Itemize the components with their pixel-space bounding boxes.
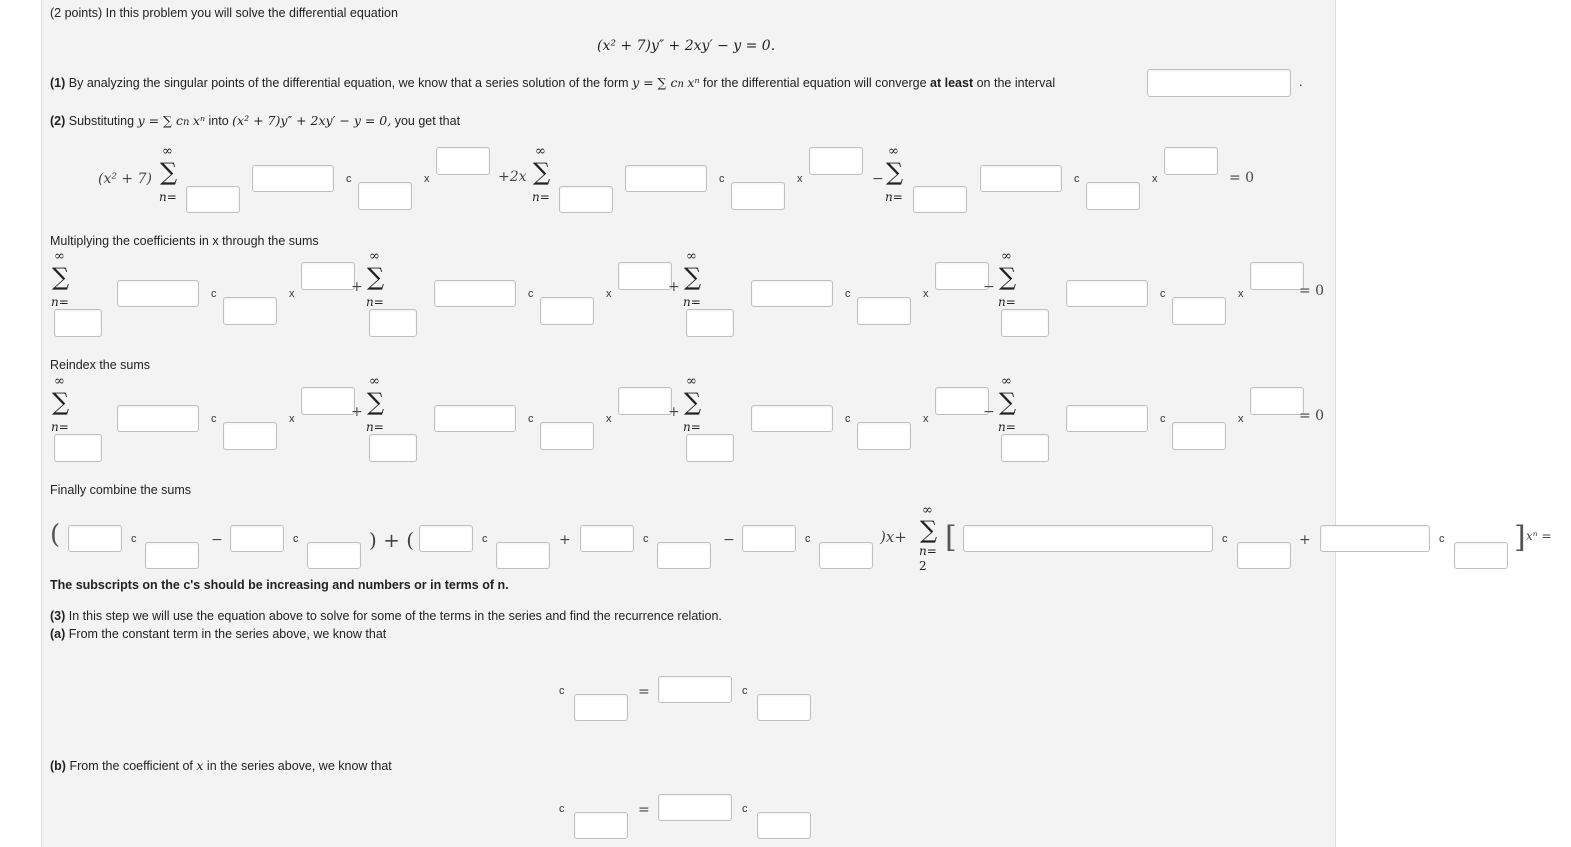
row1-term1-x-exponent-input[interactable] bbox=[436, 147, 490, 175]
row2-term1-coef-input[interactable] bbox=[117, 280, 199, 307]
row3-sum2-n-eq: n= bbox=[366, 420, 384, 434]
row1-plus2x: +2x bbox=[498, 169, 527, 185]
row3-term1-c-label: c bbox=[211, 413, 217, 425]
part3b-text: (b) From the coefficient of x in the series above, we know that bbox=[50, 758, 392, 773]
part3a-text: (a) From the constant term in the series above, we know that bbox=[50, 627, 387, 641]
row1-sum2-inf: ∞ bbox=[535, 144, 546, 159]
row4-xn-eq: xⁿ = bbox=[1526, 529, 1552, 543]
row2-term4-c-subscript-input[interactable] bbox=[1172, 297, 1226, 325]
part3a-c-label: c bbox=[559, 685, 565, 697]
part3b-rhs-subscript-input[interactable] bbox=[757, 812, 811, 839]
row1-term2-x-label: x bbox=[797, 173, 803, 185]
row1-sum2-start-input[interactable] bbox=[559, 186, 613, 213]
row4-open-bracket: [ bbox=[945, 520, 957, 555]
part3b-rhs-coef-input[interactable] bbox=[658, 794, 732, 821]
part3a-equals: = bbox=[638, 684, 650, 700]
row1-term2-c-subscript-input[interactable] bbox=[731, 182, 785, 210]
row2-eq0: = 0 bbox=[1299, 283, 1325, 299]
part3-text: (3) In this step we will use the equation above to solve for some of the terms in the series and find the recurrence relation. bbox=[50, 609, 722, 623]
row1-sum1-start-input[interactable] bbox=[186, 186, 240, 213]
subscript-note: The subscripts on the c's should be increasing and numbers or in terms of n. bbox=[50, 578, 509, 592]
row3-term2-x-label: x bbox=[606, 413, 612, 425]
part3a-rhs-subscript-input[interactable] bbox=[757, 694, 811, 721]
row3-op-2: + bbox=[668, 404, 680, 420]
row3-term4-c-label: c bbox=[1160, 413, 1166, 425]
row3-sum4-inf: ∞ bbox=[1001, 374, 1012, 389]
row1-term1-x-label: x bbox=[424, 173, 430, 185]
row4-f-coef-input[interactable] bbox=[963, 525, 1213, 552]
row1-term2-x-exponent-input[interactable] bbox=[809, 147, 863, 175]
row4-d-c-label: c bbox=[643, 533, 649, 545]
row2-sum2-start-input[interactable] bbox=[369, 309, 417, 337]
interval-input[interactable] bbox=[1147, 69, 1291, 97]
row1-term3-c-label: c bbox=[1074, 173, 1080, 185]
row2-term1-c-subscript-input[interactable] bbox=[223, 297, 277, 325]
row2-sum4-inf: ∞ bbox=[1001, 249, 1012, 264]
row4-d-coef-input[interactable] bbox=[580, 525, 634, 552]
row4-minus-2: − bbox=[723, 532, 735, 548]
row1-sum1-inf: ∞ bbox=[162, 144, 173, 159]
row4-e-c-label: c bbox=[805, 533, 811, 545]
row1-sum3-sigma: ∑ bbox=[886, 158, 904, 186]
row3-term3-coef-input[interactable] bbox=[751, 405, 833, 432]
row4-sum-start: 2 bbox=[919, 559, 927, 573]
row2-term1-x-label: x bbox=[289, 288, 295, 300]
row1-sum3-n-eq: n= bbox=[885, 190, 903, 204]
row2-term4-x-label: x bbox=[1238, 288, 1244, 300]
row2-term2-coef-input[interactable] bbox=[434, 280, 516, 307]
row1-term3-x-label: x bbox=[1152, 173, 1158, 185]
row4-f-c-label: c bbox=[1222, 533, 1228, 545]
part3b-lhs-subscript-input[interactable] bbox=[574, 812, 628, 839]
row3-term2-c-label: c bbox=[528, 413, 534, 425]
row3-sum4-n-eq: n= bbox=[998, 420, 1016, 434]
part3a-rhs-coef-input[interactable] bbox=[658, 676, 732, 703]
row4-c-c-subscript-input[interactable] bbox=[496, 542, 550, 569]
row4-plus-1: + bbox=[559, 532, 571, 548]
row3-sum1-inf: ∞ bbox=[54, 374, 65, 389]
row2-term1-c-label: c bbox=[211, 288, 217, 300]
problem-intro: (2 points) In this problem you will solve the differential equation bbox=[50, 6, 398, 20]
row2-term1-x-exponent-input[interactable] bbox=[301, 262, 355, 290]
differential-equation: (x² + 7)y″ + 2xy′ − y = 0. bbox=[597, 38, 776, 54]
row3-sum3-n-eq: n= bbox=[683, 420, 701, 434]
row1-minus: − bbox=[872, 171, 884, 187]
row4-b-coef-input[interactable] bbox=[230, 525, 284, 552]
row2-term3-c-label: c bbox=[845, 288, 851, 300]
row3-term2-coef-input[interactable] bbox=[434, 405, 516, 432]
row2-sum4-sigma: ∑ bbox=[999, 263, 1017, 291]
row2-sum4-n-eq: n= bbox=[998, 295, 1016, 309]
row3-sum3-inf: ∞ bbox=[686, 374, 697, 389]
row4-g-c-label: c bbox=[1439, 533, 1445, 545]
part3a-rhs-c-label: c bbox=[742, 685, 748, 697]
row3-sum2-sigma: ∑ bbox=[367, 388, 385, 416]
part3a-lhs-subscript-input[interactable] bbox=[574, 694, 628, 721]
row1-sum3-start-input[interactable] bbox=[913, 186, 967, 213]
row2-term3-x-exponent-input[interactable] bbox=[935, 262, 989, 290]
row4-b-c-label: c bbox=[293, 533, 299, 545]
part3b-c-label: c bbox=[559, 803, 565, 815]
row3-sum3-sigma: ∑ bbox=[684, 388, 702, 416]
row4-sum-sigma: ∑ bbox=[920, 516, 938, 544]
row3-term4-x-label: x bbox=[1238, 413, 1244, 425]
row2-term3-x-label: x bbox=[923, 288, 929, 300]
row1-sum3-inf: ∞ bbox=[888, 144, 899, 159]
row2-term2-x-label: x bbox=[606, 288, 612, 300]
row2-sum1-inf: ∞ bbox=[54, 249, 65, 264]
row1-sum2-sigma: ∑ bbox=[533, 158, 551, 186]
row1-term3-c-subscript-input[interactable] bbox=[1086, 182, 1140, 210]
row4-a-coef-input[interactable] bbox=[68, 525, 122, 552]
multiply-heading: Multiplying the coefficients in x through the sums bbox=[50, 234, 319, 248]
row4-open-paren-1: ( bbox=[50, 520, 61, 550]
row3-term1-coef-input[interactable] bbox=[117, 405, 199, 432]
row1-sum1-sigma: ∑ bbox=[160, 158, 178, 186]
row4-sum-n-eq: n= bbox=[919, 544, 937, 558]
row3-sum1-sigma: ∑ bbox=[52, 388, 70, 416]
row4-c-c-label: c bbox=[482, 533, 488, 545]
row4-close-x-plus: )x+ bbox=[880, 528, 907, 546]
row2-sum3-n-eq: n= bbox=[683, 295, 701, 309]
row2-sum1-start-input[interactable] bbox=[54, 309, 102, 337]
row1-sum1-n-eq: n= bbox=[159, 190, 177, 204]
row1-term2-coef-input[interactable] bbox=[625, 165, 707, 192]
row4-g-c-subscript-input[interactable] bbox=[1454, 542, 1508, 569]
row4-a-c-subscript-input[interactable] bbox=[145, 542, 199, 569]
row3-sum1-start-input[interactable] bbox=[54, 434, 102, 462]
row4-f-c-subscript-input[interactable] bbox=[1237, 542, 1291, 569]
row4-sum-inf: ∞ bbox=[922, 503, 933, 518]
row2-sum2-sigma: ∑ bbox=[367, 263, 385, 291]
row4-c-coef-input[interactable] bbox=[419, 525, 473, 552]
row1-term1-c-subscript-input[interactable] bbox=[358, 182, 412, 210]
row2-term2-c-label: c bbox=[528, 288, 534, 300]
row2-term2-x-exponent-input[interactable] bbox=[618, 262, 672, 290]
row3-sum4-sigma: ∑ bbox=[999, 388, 1017, 416]
row2-op-2: + bbox=[668, 279, 680, 295]
row3-term1-c-subscript-input[interactable] bbox=[223, 422, 277, 450]
row4-e-c-subscript-input[interactable] bbox=[819, 542, 873, 569]
row3-term3-c-subscript-input[interactable] bbox=[857, 422, 911, 450]
row2-sum1-sigma: ∑ bbox=[52, 263, 70, 291]
row2-op-3: − bbox=[983, 279, 995, 295]
row1-term3-coef-input[interactable] bbox=[980, 165, 1062, 192]
row2-term3-coef-input[interactable] bbox=[751, 280, 833, 307]
row3-term3-x-label: x bbox=[923, 413, 929, 425]
row4-b-c-subscript-input[interactable] bbox=[307, 542, 361, 569]
row2-op-1: + bbox=[351, 279, 363, 295]
row2-term4-x-exponent-input[interactable] bbox=[1250, 262, 1304, 290]
reindex-heading: Reindex the sums bbox=[50, 358, 151, 372]
part2-text: (2) Substituting y = ∑ cn xⁿ into (x² + 7)y″ + 2xy′ − y = 0, you get that bbox=[50, 113, 461, 128]
row4-g-coef-input[interactable] bbox=[1320, 525, 1430, 552]
row3-term1-x-label: x bbox=[289, 413, 295, 425]
row2-sum1-n-eq: n= bbox=[51, 295, 69, 309]
row2-sum2-n-eq: n= bbox=[366, 295, 384, 309]
row2-term4-coef-input[interactable] bbox=[1066, 280, 1148, 307]
row1-term1-c-label: c bbox=[346, 173, 352, 185]
row3-term4-x-exponent-input[interactable] bbox=[1250, 387, 1304, 415]
row4-plus-2: + bbox=[1299, 532, 1311, 548]
row3-op-3: − bbox=[983, 404, 995, 420]
row4-e-coef-input[interactable] bbox=[742, 525, 796, 552]
row3-sum3-start-input[interactable] bbox=[686, 434, 734, 462]
row3-sum2-inf: ∞ bbox=[369, 374, 380, 389]
row1-term3-x-exponent-input[interactable] bbox=[1164, 147, 1218, 175]
row1-sum2-n-eq: n= bbox=[532, 190, 550, 204]
row3-term2-x-exponent-input[interactable] bbox=[618, 387, 672, 415]
combine-heading: Finally combine the sums bbox=[50, 483, 192, 497]
row2-sum3-start-input[interactable] bbox=[686, 309, 734, 337]
row3-term4-c-subscript-input[interactable] bbox=[1172, 422, 1226, 450]
row3-term3-x-exponent-input[interactable] bbox=[935, 387, 989, 415]
row3-term2-c-subscript-input[interactable] bbox=[540, 422, 594, 450]
row1-eq0: = 0 bbox=[1229, 170, 1255, 186]
row2-sum3-sigma: ∑ bbox=[684, 263, 702, 291]
row3-eq0: = 0 bbox=[1299, 408, 1325, 424]
row3-sum2-start-input[interactable] bbox=[369, 434, 417, 462]
row1-coef: (x² + 7) bbox=[98, 171, 152, 187]
part3b-rhs-c-label: c bbox=[742, 803, 748, 815]
row3-term1-x-exponent-input[interactable] bbox=[301, 387, 355, 415]
row3-op-1: + bbox=[351, 404, 363, 420]
part3b-equals: = bbox=[638, 802, 650, 818]
row4-minus-1: − bbox=[211, 532, 223, 548]
row4-d-c-subscript-input[interactable] bbox=[657, 542, 711, 569]
part1-text: (1) By analyzing the singular points of the differential equation, we know that a series solution of the form y = ∑ cn xⁿ for the differential equation will converge at least on the interval bbox=[50, 75, 1056, 90]
row4-close-open: ) + ( bbox=[369, 528, 415, 552]
row2-term4-c-label: c bbox=[1160, 288, 1166, 300]
row2-sum4-start-input[interactable] bbox=[1001, 309, 1049, 337]
row2-term2-c-subscript-input[interactable] bbox=[540, 297, 594, 325]
row3-sum1-n-eq: n= bbox=[51, 420, 69, 434]
row3-term3-c-label: c bbox=[845, 413, 851, 425]
row3-sum4-start-input[interactable] bbox=[1001, 434, 1049, 462]
row1-term1-coef-input[interactable] bbox=[252, 165, 334, 192]
row4-a-c-label: c bbox=[131, 533, 137, 545]
row2-term3-c-subscript-input[interactable] bbox=[857, 297, 911, 325]
row4-close-bracket: ] bbox=[1514, 520, 1526, 555]
row1-term2-c-label: c bbox=[719, 173, 725, 185]
row3-term4-coef-input[interactable] bbox=[1066, 405, 1148, 432]
row2-sum3-inf: ∞ bbox=[686, 249, 697, 264]
row2-sum2-inf: ∞ bbox=[369, 249, 380, 264]
